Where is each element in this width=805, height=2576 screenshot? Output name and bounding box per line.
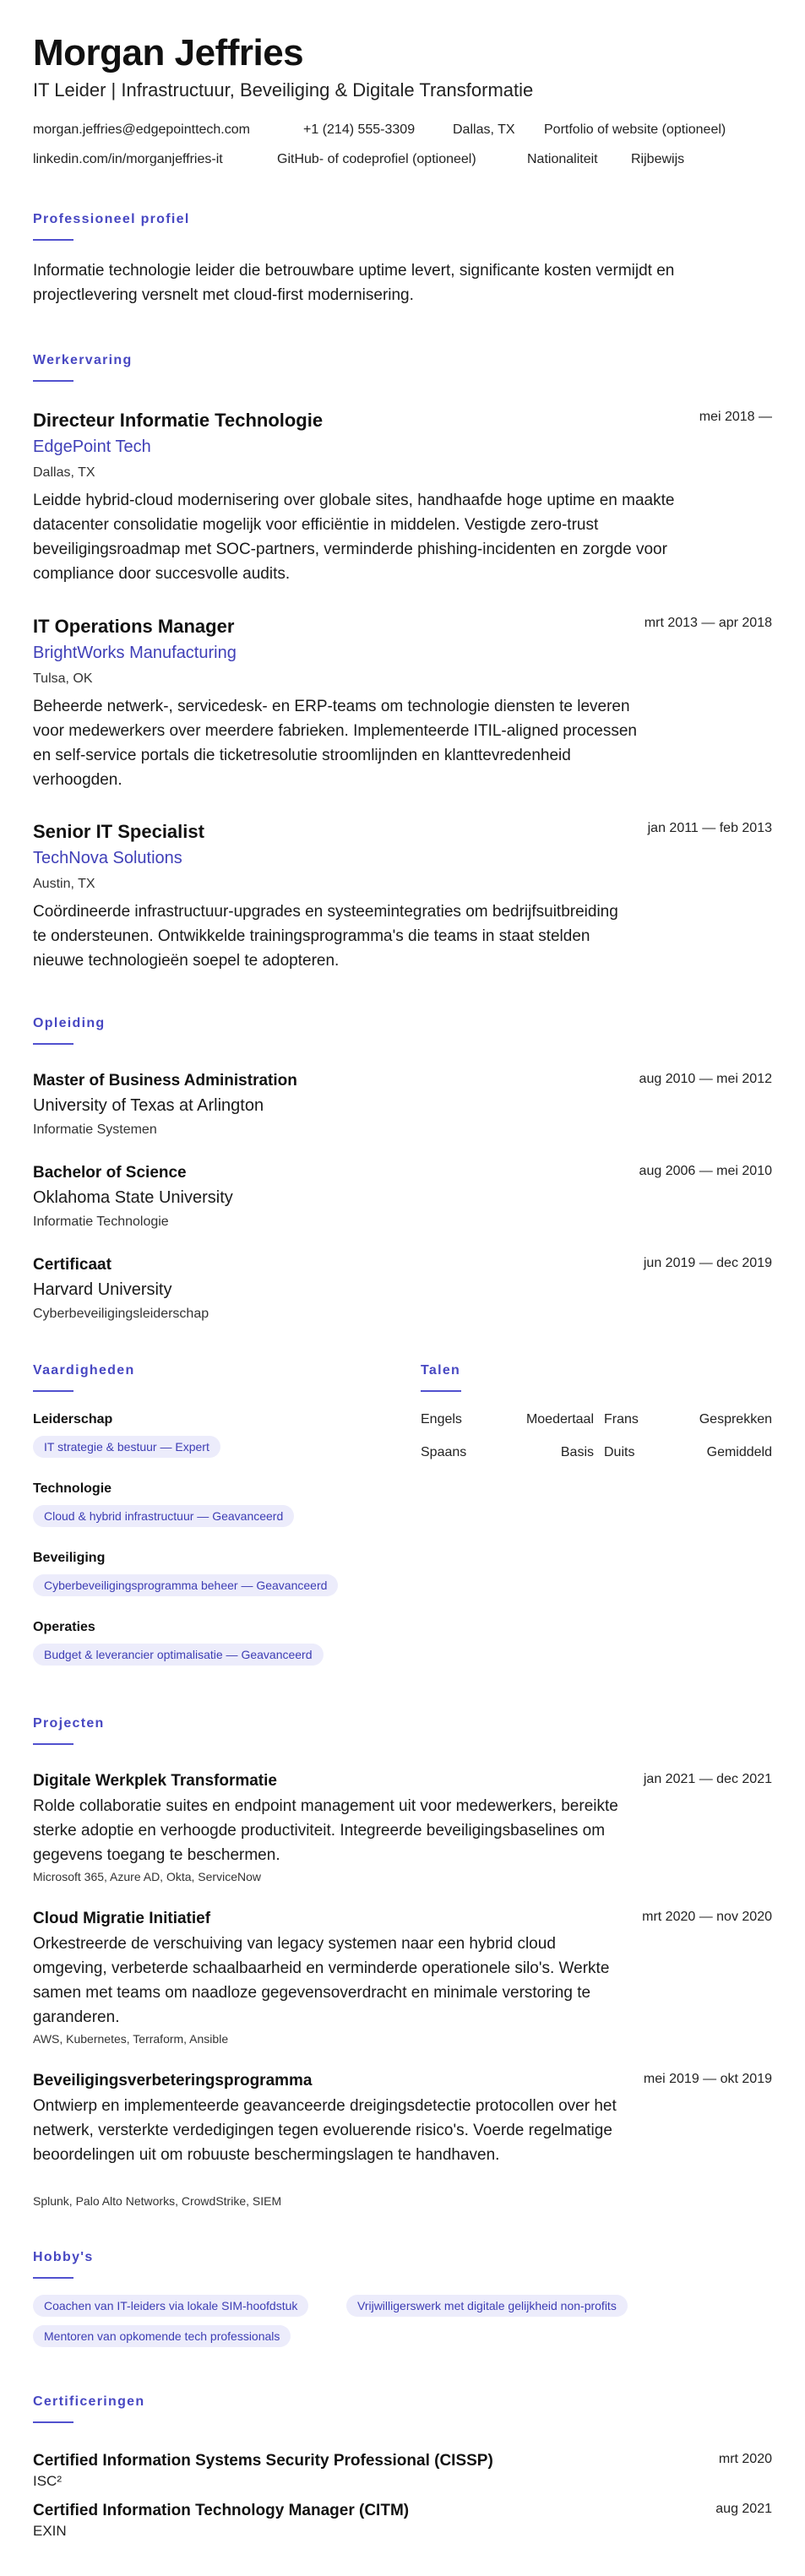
skill-pill: Budget & leverancier optimalisatie — Geavanceerd bbox=[33, 1644, 324, 1666]
skill-category: Beveiliging bbox=[33, 1551, 106, 1565]
language-name: Frans bbox=[604, 1412, 639, 1427]
job-description: Leidde hybrid-cloud modernisering over globale sites, handhaafde hoge uptime en maakte datacenter consolidatie mogelijk voor efficiëntie in middelen. Vestigde zero-trust beveiligingsroadmap met SOC-partners, verminderde phishing-incidenten en zorgde voor compliance door succesvolle audits. bbox=[33, 492, 675, 583]
education-field: Cyberbeveiligingsleiderschap bbox=[33, 1307, 209, 1321]
contact-portfolio[interactable]: Portfolio of website (optioneel) bbox=[544, 122, 726, 137]
education-degree: Certificaat bbox=[33, 1256, 112, 1274]
contact-location: Dallas, TX bbox=[453, 122, 515, 137]
contact-phone[interactable]: +1 (214) 555-3309 bbox=[303, 122, 416, 137]
project-dates: mrt 2020 — nov 2020 bbox=[642, 1910, 772, 1924]
contact-nationality: Nationaliteit bbox=[527, 152, 598, 166]
section-rule bbox=[421, 1390, 461, 1392]
project-dates: mei 2019 — okt 2019 bbox=[643, 2072, 772, 2086]
job-dates: jan 2011 — feb 2013 bbox=[647, 821, 772, 835]
project-tech: Microsoft 365, Azure AD, Okta, ServiceNow bbox=[33, 1870, 261, 1883]
section-title-profile: Professioneel profiel bbox=[33, 212, 190, 226]
project-tech: Splunk, Palo Alto Networks, CrowdStrike, SIEM bbox=[33, 2194, 282, 2208]
profile-summary: Informatie technologie leider die betrouwbare uptime levert, significante kosten vermijdt en projectlevering versnelt met cloud-first modernisering. bbox=[33, 262, 675, 304]
education-dates: aug 2006 — mei 2010 bbox=[639, 1164, 772, 1178]
certification-date: aug 2021 bbox=[715, 2502, 772, 2516]
section-rule bbox=[33, 1743, 73, 1745]
skill-pill: Cloud & hybrid infrastructuur — Geavanceerd bbox=[33, 1505, 294, 1527]
project-tech: AWS, Kubernetes, Terraform, Ansible bbox=[33, 2032, 229, 2046]
education-field: Informatie Systemen bbox=[33, 1122, 157, 1137]
education-school: Oklahoma State University bbox=[33, 1188, 233, 1207]
project-title: Cloud Migratie Initiatief bbox=[33, 1910, 211, 1927]
certification-issuer: ISC² bbox=[33, 2473, 62, 2489]
hobby-pill: Vrijwilligerswerk met digitale gelijkheid non-profits bbox=[346, 2295, 628, 2317]
hobby-pill: Mentoren van opkomende tech professionals bbox=[33, 2325, 291, 2347]
education-school: University of Texas at Arlington bbox=[33, 1096, 264, 1115]
project-dates: jan 2021 — dec 2021 bbox=[643, 1772, 772, 1786]
section-title-languages: Talen bbox=[421, 1363, 461, 1378]
section-title-projects: Projecten bbox=[33, 1716, 105, 1731]
certification-date: mrt 2020 bbox=[718, 2452, 772, 2466]
job-location: Dallas, TX bbox=[33, 465, 95, 480]
skill-pill: IT strategie & bestuur — Expert bbox=[33, 1436, 220, 1458]
section-title-experience: Werkervaring bbox=[33, 353, 133, 367]
section-title-education: Opleiding bbox=[33, 1016, 106, 1030]
certification-issuer: EXIN bbox=[33, 2523, 67, 2539]
job-company: BrightWorks Manufacturing bbox=[33, 644, 237, 662]
section-rule bbox=[33, 1043, 73, 1045]
project-description: Rolde collaboratie suites en endpoint management uit voor medewerkers, bereikte sterke adoptie en verhoogde productiviteit. Integreerde beveiligingsbaselines om gegevens toegang te beschermen. bbox=[33, 1797, 618, 1864]
project-title: Digitale Werkplek Transformatie bbox=[33, 1772, 277, 1790]
candidate-subtitle: IT Leider | Infrastructuur, Beveiliging & Digitale Transformatie bbox=[33, 79, 534, 101]
job-title: IT Operations Manager bbox=[33, 616, 235, 637]
job-title: Senior IT Specialist bbox=[33, 821, 204, 842]
certification-title: Certified Information Systems Security Professional (CISSP) bbox=[33, 2452, 493, 2470]
section-title-skills: Vaardigheden bbox=[33, 1363, 135, 1378]
section-rule bbox=[33, 239, 73, 241]
job-description: Beheerde netwerk-, servicedesk- en ERP-teams om technologie diensten te leveren voor medewerkers over meerdere fabrieken. Implementeerde ITIL-aligned processen en self-service portals die ticketresolutie stroomlijnden en klanttevredenheid verhoogden. bbox=[33, 698, 637, 789]
project-description: Ontwierp en implementeerde geavanceerde dreigingsdetectie protocollen over het netwerk, versterkte verdedigingen tegen evoluerende risico's. Voerde regelmatige beoordelingen uit om robuuste beschermingslagen te handhaven. bbox=[33, 2097, 617, 2164]
education-dates: aug 2010 — mei 2012 bbox=[639, 1072, 772, 1086]
skill-category: Operaties bbox=[33, 1620, 95, 1634]
education-school: Harvard University bbox=[33, 1280, 172, 1299]
contact-email[interactable]: morgan.jeffries@edgepointtech.com bbox=[33, 122, 250, 137]
section-title-hobbies: Hobby's bbox=[33, 2250, 94, 2264]
certification-title: Certified Information Technology Manager (CITM) bbox=[33, 2502, 410, 2519]
section-rule bbox=[33, 1390, 73, 1392]
language-name: Duits bbox=[604, 1445, 635, 1459]
job-location: Austin, TX bbox=[33, 877, 95, 891]
section-title-certifications: Certificeringen bbox=[33, 2394, 145, 2409]
language-level: Moedertaal bbox=[525, 1412, 594, 1427]
skill-pill: Cyberbeveiligingsprogramma beheer — Geavanceerd bbox=[33, 1574, 338, 1596]
job-company: EdgePoint Tech bbox=[33, 437, 151, 456]
section-rule bbox=[33, 380, 73, 382]
project-title: Beveiligingsverbeteringsprogramma bbox=[33, 2072, 313, 2090]
education-field: Informatie Technologie bbox=[33, 1215, 169, 1229]
job-location: Tulsa, OK bbox=[33, 671, 93, 686]
job-description: Coördineerde infrastructuur-upgrades en systeemintegraties om bedrijfsuitbreiding te ondersteunen. Ontwikkelde trainingsprogramma's die teams in staat stelden nieuwe technologieën soepel te adopteren. bbox=[33, 903, 618, 970]
job-dates: mei 2018 — bbox=[699, 410, 772, 424]
contact-linkedin[interactable]: linkedin.com/in/morganjeffries-it bbox=[33, 152, 223, 166]
language-name: Spaans bbox=[421, 1445, 467, 1459]
skill-category: Leiderschap bbox=[33, 1412, 113, 1427]
section-rule bbox=[33, 2421, 73, 2423]
language-level: Basis bbox=[560, 1445, 594, 1459]
job-title: Directeur Informatie Technologie bbox=[33, 410, 324, 431]
job-company: TechNova Solutions bbox=[33, 849, 182, 867]
project-description: Orkestreerde de verschuiving van legacy systemen naar een hybrid cloud omgeving, verbeterde schaalbaarheid en verminderde operationele silo's. Werkte samen met teams om naadloze gegevensoverdracht en minimale verstoring te garanderen. bbox=[33, 1935, 610, 2026]
skill-category: Technologie bbox=[33, 1481, 112, 1496]
education-dates: jun 2019 — dec 2019 bbox=[643, 1256, 772, 1270]
candidate-name: Morgan Jeffries bbox=[33, 32, 304, 73]
job-dates: mrt 2013 — apr 2018 bbox=[644, 616, 772, 630]
education-degree: Bachelor of Science bbox=[33, 1164, 187, 1182]
language-level: Gesprekken bbox=[699, 1412, 772, 1427]
hobby-pill: Coachen van IT-leiders via lokale SIM-hoofdstuk bbox=[33, 2295, 308, 2317]
contact-github[interactable]: GitHub- of codeprofiel (optioneel) bbox=[277, 152, 476, 166]
contact-license: Rijbewijs bbox=[631, 152, 685, 166]
language-name: Engels bbox=[421, 1412, 462, 1427]
language-level: Gemiddeld bbox=[706, 1445, 772, 1459]
section-rule bbox=[33, 2277, 73, 2279]
education-degree: Master of Business Administration bbox=[33, 1072, 297, 1090]
